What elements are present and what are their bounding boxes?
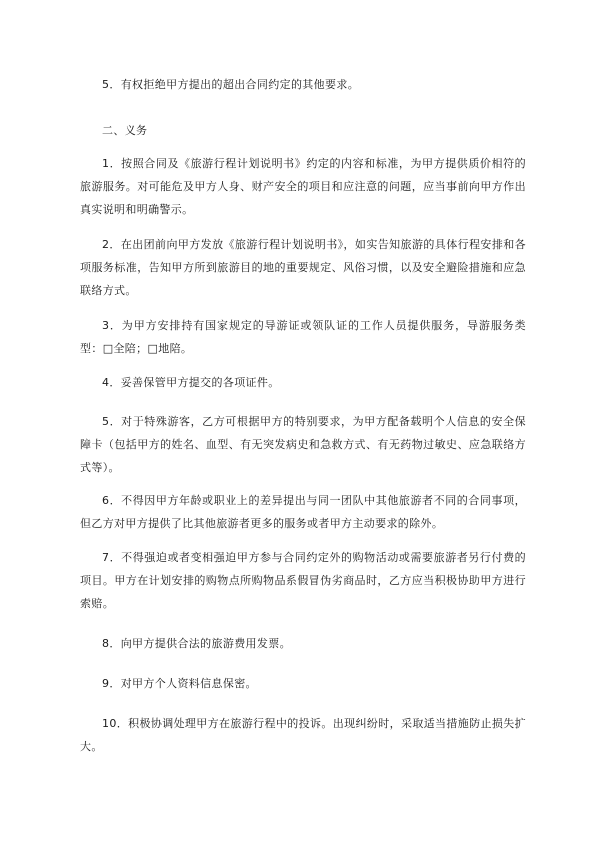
paragraph-obligation-9: 9．对甲方个人资料信息保密。 xyxy=(102,677,257,690)
paragraph-obligation-6: 6．不得因甲方年龄或职业上的差异提出与同一团队中其他旅游者不同的合同事项，但乙方对甲方提供了比其他旅游者更多的服务或者甲方主动要求的除外。 xyxy=(80,494,526,530)
section-heading-obligations: 二、义务 xyxy=(102,124,148,137)
paragraph-obligation-1: 1．按照合同及《旅游行程计划说明书》约定的内容和标准，为甲方提供质价相符的旅游服务。对可能危及甲方人身、财产安全的项目和应注意的问题，应当事前向甲方作出真实说明和明确警示。 xyxy=(80,157,526,216)
paragraph-obligation-2: 2．在出团前向甲方发放《旅游行程计划说明书》，如实告知旅游的具体行程安排和各项服务标准，告知甲方所到旅游目的地的重要规定、风俗习惯，以及安全避险措施和应急联络方式。 xyxy=(80,238,526,297)
paragraph-obligation-7: 7．不得强迫或者变相强迫甲方参与合同约定外的购物活动或需要旅游者另行付费的项目。甲方在计划安排的购物点所购物品系假冒伪劣商品时，乙方应当积极协助甲方进行索赔。 xyxy=(80,551,526,610)
paragraph-obligation-8: 8．向甲方提供合法的旅游费用发票。 xyxy=(102,637,291,650)
paragraph-obligation-5: 5．对于特殊游客，乙方可根据甲方的特别要求，为甲方配备载明个人信息的安全保障卡（包括甲方的姓名、血型、有无突发病史和急救方式、有无药物过敏史、应急联络方式等）。 xyxy=(80,415,526,474)
paragraph-obligation-4: 4．妥善保管甲方提交的各项证件。 xyxy=(102,376,280,389)
paragraph-right-5: 5．有权拒绝甲方提出的超出合同约定的其他要求。 xyxy=(102,78,360,91)
paragraph-obligation-10: 10．积极协调处理甲方在旅游行程中的投诉。出现纠纷时，采取适当措施防止损失扩大。 xyxy=(80,717,526,753)
paragraph-obligation-3: 3．为甲方安排持有国家规定的导游证或领队证的工作人员提供服务，导游服务类型：□全陪；□地陪。 xyxy=(80,319,526,355)
